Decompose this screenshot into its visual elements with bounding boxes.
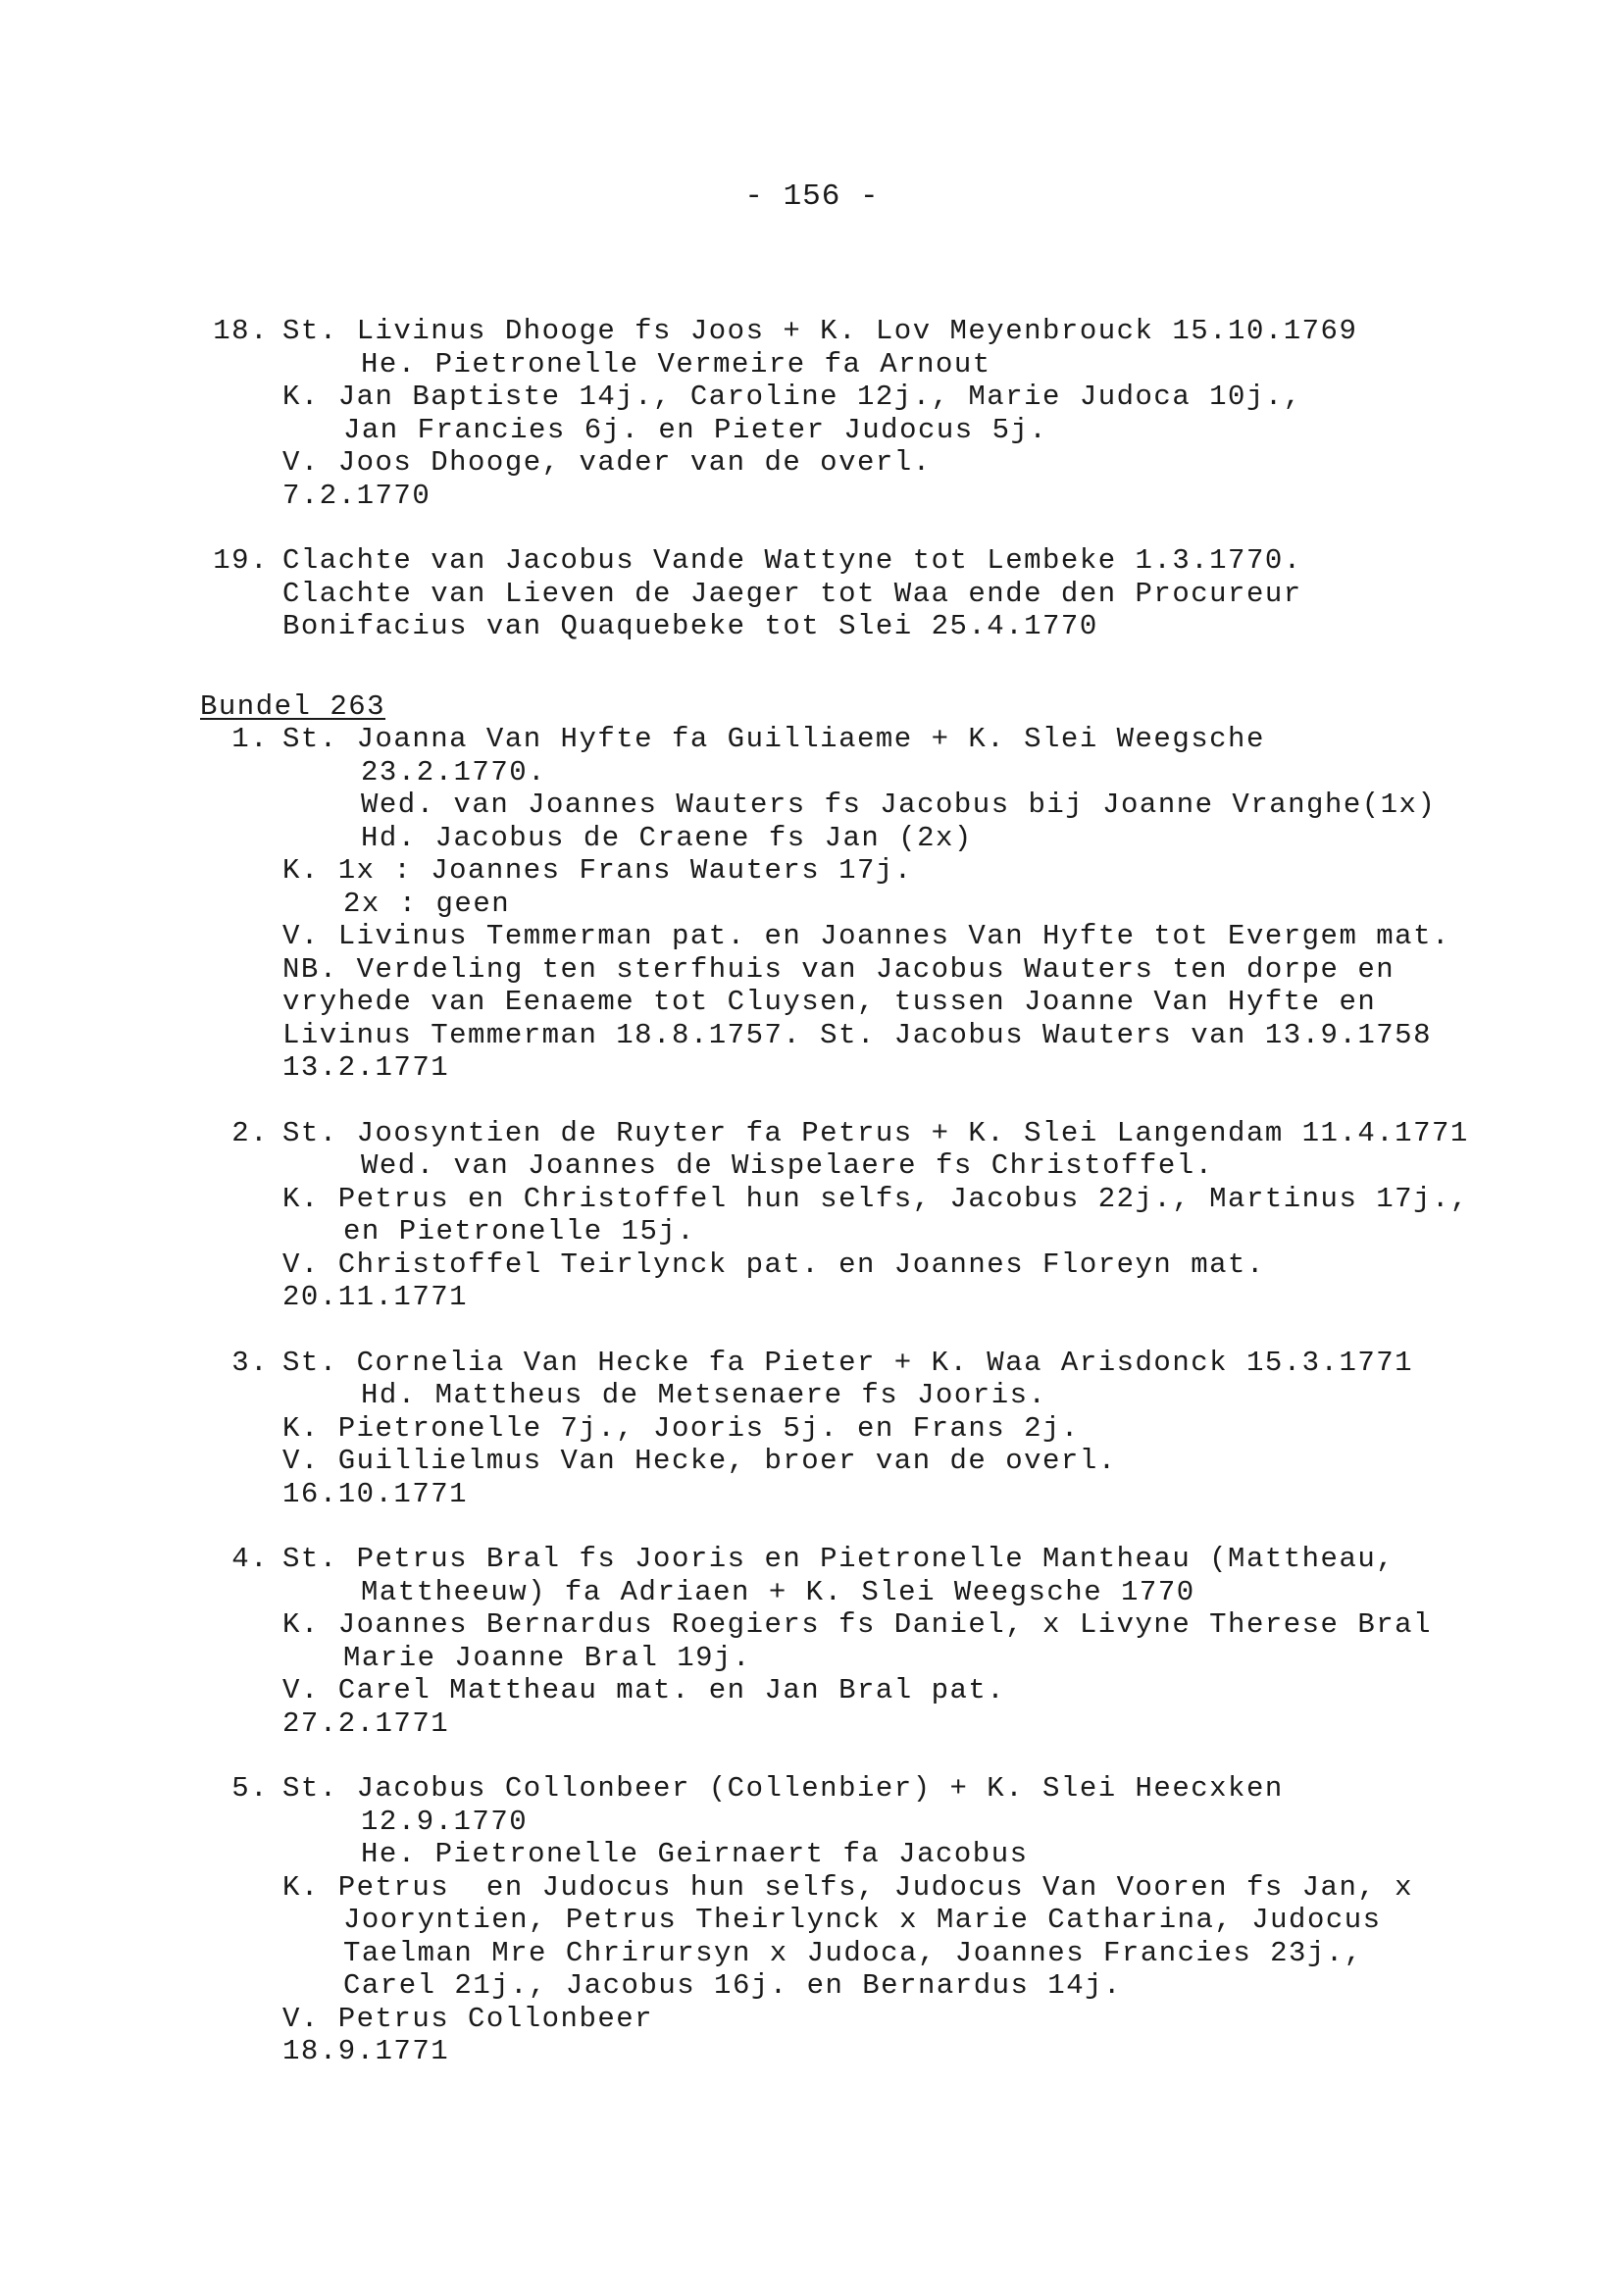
entry-line: Jan Francies 6j. en Pieter Judocus 5j. — [343, 413, 1048, 446]
entry-line: 13.2.1771 — [282, 1051, 450, 1084]
entry-text: St. Petrus Bral fs Jooris en Pietronelle Mantheau (Mattheau, — [282, 1543, 1396, 1575]
entry-line: He. Pietronelle Geirnaert fa Jacobus — [361, 1838, 1029, 1870]
entry-line: Livinus Temmerman 18.8.1757. St. Jacobus Wauters van 13.9.1758 — [282, 1018, 1432, 1051]
entry-line: vryhede van Eenaeme tot Cluysen, tussen Joanne Van Hyfte en — [282, 986, 1377, 1018]
entry-line: He. Pietronelle Vermeire fa Arnout — [361, 347, 991, 381]
entry-first-line — [200, 1543, 1593, 1576]
entry-number: 19. — [213, 544, 269, 577]
entry-line: K. Joannes Bernardus Roegiers fs Daniel, x Livyne Therese Bral — [282, 1608, 1432, 1641]
entry-line: V. Guillielmus Van Hecke, broer van de overl. — [282, 1445, 1117, 1477]
entry-line: NB. Verdeling ten sterfhuis van Jacobus Wauters ten dorpe en — [282, 952, 1396, 986]
bundle-entries — [200, 723, 1593, 2068]
entry-line: K. Petrus en Judocus hun selfs, Judocus Van Vooren fs Jan, x — [282, 1870, 1414, 1904]
entry-line: 12.9.1770 — [361, 1805, 529, 1838]
entry-line: V. Petrus Collonbeer — [282, 2002, 654, 2035]
entry-line: V. Livinus Temmerman pat. en Joannes Van Hyfte tot Evergem mat. — [282, 920, 1450, 952]
entry-line: Carel 21j., Jacobus 16j. en Bernardus 14j. — [343, 1969, 1122, 2002]
document-entry — [200, 1117, 1593, 1314]
entry-first-line — [200, 723, 1593, 756]
entry-line: Jooryntien, Petrus Theirlynck x Marie Catharina, Judocus — [343, 1904, 1382, 1936]
entry-number: 1. — [231, 723, 269, 755]
entry-line: Marie Joanne Bral 19j. — [343, 1641, 751, 1674]
entry-line: 20.11.1771 — [282, 1281, 469, 1313]
entry-text: St. Cornelia Van Hecke fa Pieter + K. Waa Arisdonck 15.3.1771 — [282, 1346, 1414, 1379]
entry-text: Clachte van Jacobus Vande Wattyne tot Lembeke 1.3.1770. — [282, 544, 1302, 577]
entry-text: St. Joanna Van Hyfte fa Guilliaeme + K. Slei Weegsche — [282, 723, 1265, 755]
entry-line: V. Joos Dhooge, vader van de overl. — [282, 446, 932, 479]
entry-number: 2. — [231, 1116, 269, 1149]
document-entry — [200, 1347, 1593, 1511]
entry-line: 23.2.1770. — [361, 755, 547, 789]
entry-first-line — [200, 315, 1593, 348]
document-entry — [200, 315, 1593, 512]
document-entry — [200, 1772, 1593, 2068]
document-body — [200, 315, 1593, 2101]
entry-line: 2x : geen — [343, 887, 511, 920]
entry-first-line — [200, 1772, 1593, 1806]
entry-text: St. Joosyntien de Ruyter fa Petrus + K. Slei Langendam 11.4.1771 — [282, 1116, 1469, 1149]
entry-line: Wed. van Joannes Wauters fs Jacobus bij Joanne Vranghe(1x) — [361, 789, 1437, 821]
entry-line: en Pietronelle 15j. — [343, 1215, 696, 1247]
entry-line: Hd. Jacobus de Craene fs Jan (2x) — [361, 821, 973, 854]
entry-line: K. 1x : Joannes Frans Wauters 17j. — [282, 854, 913, 887]
entry-line: 18.9.1771 — [282, 2035, 450, 2067]
entry-line: Wed. van Joannes de Wispelaere fs Christoffel. — [361, 1149, 1214, 1182]
entry-first-line — [200, 544, 1593, 578]
entries-top — [200, 315, 1593, 643]
entry-line: Bonifacius van Quaquebeke tot Slei 25.4.1770 — [282, 610, 1098, 642]
entry-line: Taelman Mre Chrirursyn x Judoca, Joannes Francies 23j., — [343, 1936, 1363, 1969]
entry-line: 16.10.1771 — [282, 1477, 469, 1510]
document-entry — [200, 1543, 1593, 1740]
page-number: - 156 - — [744, 179, 880, 214]
entry-text: St. Jacobus Collonbeer (Collenbier) + K. Slei Heecxken — [282, 1772, 1284, 1805]
entry-line: K. Petrus en Christoffel hun selfs, Jacobus 22j., Martinus 17j., — [282, 1182, 1469, 1215]
entry-number: 18. — [213, 315, 269, 347]
entry-first-line — [200, 1117, 1593, 1150]
entry-line: K. Pietronelle 7j., Jooris 5j. en Frans 2j. — [282, 1411, 1080, 1445]
entry-line: 7.2.1770 — [282, 479, 431, 512]
entry-line: Mattheeuw) fa Adriaen + K. Slei Weegsche 1770 — [361, 1575, 1195, 1608]
entry-number: 4. — [231, 1543, 269, 1575]
entry-line: V. Christoffel Teirlynck pat. en Joannes Floreyn mat. — [282, 1247, 1265, 1281]
entry-line: V. Carel Mattheau mat. en Jan Bral pat. — [282, 1674, 1006, 1706]
entry-line: Clachte van Lieven de Jaeger tot Waa ende den Procureur — [282, 577, 1302, 610]
bundle-heading: Bundel 263 — [200, 689, 386, 723]
entry-line: 27.2.1771 — [282, 1706, 450, 1740]
document-entry — [200, 544, 1593, 643]
document-entry — [200, 723, 1593, 1085]
entry-number: 5. — [231, 1772, 269, 1805]
entry-line: K. Jan Baptiste 14j., Caroline 12j., Marie Judoca 10j., — [282, 381, 1302, 413]
entry-text: St. Livinus Dhooge fs Joos + K. Lov Meyenbrouck 15.10.1769 — [282, 315, 1358, 347]
entry-line: Hd. Mattheus de Metsenaere fs Jooris. — [361, 1379, 1047, 1411]
entry-first-line — [200, 1347, 1593, 1380]
entry-number: 3. — [231, 1346, 269, 1379]
